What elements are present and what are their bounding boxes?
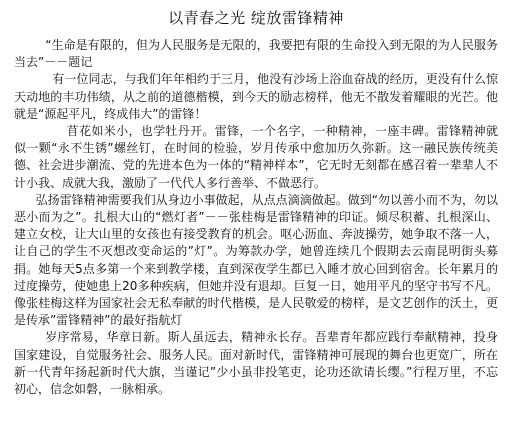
document-title: 以青春之光 绽放雷锋精神 <box>168 9 344 27</box>
body-paragraph-4: 岁序常易，华章日新。斯人虽远去，精神永长存。吾辈青年都应践行奉献精神，投身国家建设，自觉服务社会、服务人民。面对新时代，雷锋精神可展现的舞台也更宽广，所在新一代青年扬起新时代大旗，当谨记”少小虽非投笔吏，论功还欲请长缨。”行程万里，不忘初心，信念如磐，一脉相承。 <box>14 330 498 397</box>
body-paragraph-2: 苜花如米小，也学牡丹开。雷锋，一个名字，一种精神，一座丰碑。雷锋精神就似一颗“永不生锈”螺丝钉，在时间的检验，岁月传承中愈加历久弥新。这一融民族传统美德、社会进步潮流、党的先进本色为一体的“精神样本”，它无时无刻都在感召着一辈辈人不计小我、成就大我，激励了一代代人多行善举、不做恶行。 <box>14 124 498 190</box>
body-paragraph-3: 弘扬雷锋精神需要我们从身边小事做起，从点点滴滴做起。做到“勿以善小而不为，勿以恶小而为之”。扎根大山的“燃灯者”－－张桂梅是雷锋精神的印证。倾尽积蓄、扎根深山、建立女校，让大山里的女孩也有接受教育的机会。呕心沥血、奔波操劳，她争取不落一人，让自己的学生不灭想改变命运的”灯”。为筹款办学，她曾连续几个假期去云南昆明街头募捐。她每天5点多第一个来到教学楼，直到深夜学生都已入睡才放心回到宿舍。长年累月的过度操劳，使她患上20多种疾病，但她并没有退却。巨复一日，她用平凡的坚守书写不凡。像张桂梅这样为国家社会无私奉献的时代楷模，是人民敬爱的榜样，是文艺创作的沃土，更是传承”雷锋精神”的最好指航灯 <box>14 192 498 328</box>
epigraph-paragraph: “生命是有限的，但为人民服务是无限的，我要把有限的生命投入到无限的为人民服务当去”－－题记 <box>14 38 498 70</box>
body-paragraph-1: 有一位同志，与我们年年相约于三月，他没有沙场上浴血奋战的经历，更没有什么惊天动地的丰功伟绩，从之前的道德楷模，到今天的励志榜样，他无不散发着耀眼的光芒。他就是“源起平凡，终成伟大”的雷锋！ <box>14 72 498 121</box>
